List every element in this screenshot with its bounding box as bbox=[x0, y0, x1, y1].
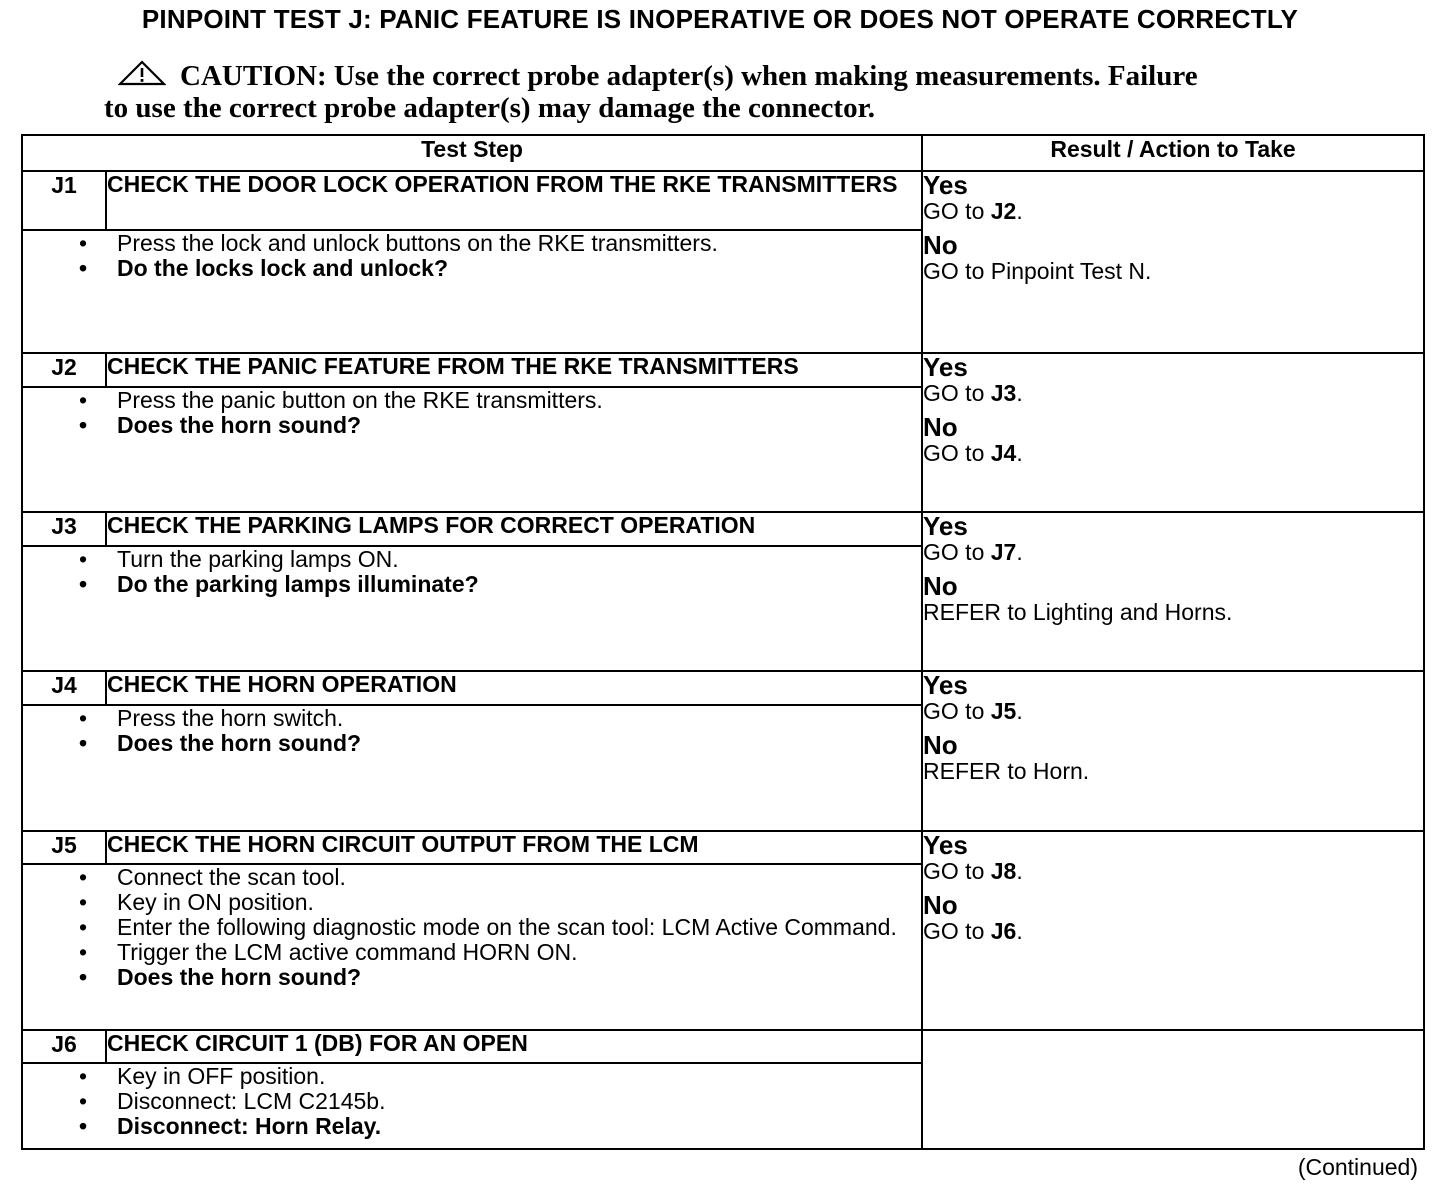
action-item: • Press the panic button on the RKE transmitters. bbox=[117, 388, 921, 413]
action-list bbox=[23, 547, 921, 597]
action-question: • Does the horn sound? bbox=[117, 731, 921, 756]
result-action bbox=[923, 381, 1423, 406]
caution-line-1 bbox=[104, 60, 1334, 92]
result-cell bbox=[922, 353, 1424, 512]
action-item: • Disconnect: LCM C2145b. bbox=[117, 1089, 921, 1114]
result-action-text: REFER to Horn. bbox=[923, 758, 1090, 785]
result-action-text: GO to bbox=[923, 380, 991, 407]
result-action bbox=[923, 859, 1423, 884]
result-action-text: REFER to Lighting and Horns. bbox=[923, 599, 1233, 626]
result-action bbox=[923, 441, 1423, 466]
result-label: Yes bbox=[923, 829, 968, 860]
result-action bbox=[923, 699, 1423, 724]
result-target-step: J8 bbox=[990, 857, 1017, 884]
result-action-text: GO to bbox=[923, 440, 991, 467]
step-actions bbox=[22, 230, 922, 354]
action-list bbox=[23, 706, 921, 756]
action-list bbox=[23, 1064, 921, 1139]
result-action-text: GO to bbox=[923, 198, 991, 224]
step-title: CHECK THE DOOR LOCK OPERATION FROM THE RKE TRANSMITTERS bbox=[106, 171, 922, 230]
step-title-row bbox=[22, 671, 1424, 705]
result-action-text: GO to bbox=[923, 857, 991, 884]
continued-note: (Continued) bbox=[1297, 1154, 1418, 1180]
result-action-text: GO to Pinpoint Test N. bbox=[923, 258, 1152, 284]
result-target-step: J2 bbox=[990, 198, 1017, 224]
step-title: CHECK THE PARKING LAMPS FOR CORRECT OPERATION bbox=[106, 512, 922, 546]
result-target-step: J7 bbox=[990, 539, 1017, 566]
result-label: Yes bbox=[923, 352, 968, 383]
step-title-row bbox=[22, 512, 1424, 546]
action-item: • Connect the scan tool. bbox=[117, 865, 921, 890]
action-question: • Does the horn sound? bbox=[117, 965, 921, 990]
action-list bbox=[23, 865, 921, 990]
step-title: CHECK THE PANIC FEATURE FROM THE RKE TRANSMITTERS bbox=[106, 353, 922, 387]
result-action-text: GO to bbox=[923, 698, 991, 725]
header-test-step: Test Step bbox=[22, 135, 922, 171]
result-label: No bbox=[923, 412, 958, 443]
action-list bbox=[23, 388, 921, 438]
result-block bbox=[923, 889, 1423, 944]
step-id: J2 bbox=[22, 353, 106, 387]
step-id: J4 bbox=[22, 671, 106, 705]
result-target-step: J4 bbox=[990, 440, 1017, 467]
action-question: • Do the parking lamps illuminate? bbox=[117, 572, 921, 597]
result-action-suffix: . bbox=[1016, 380, 1023, 407]
step-title-row bbox=[22, 171, 1424, 230]
result-label: No bbox=[923, 889, 958, 920]
result-action bbox=[923, 759, 1423, 784]
caution-notice bbox=[104, 60, 1334, 124]
action-question: • Disconnect: Horn Relay. bbox=[117, 1114, 921, 1139]
step-actions bbox=[22, 1063, 922, 1149]
action-item: • Turn the parking lamps ON. bbox=[117, 547, 921, 572]
warning-triangle-icon bbox=[118, 60, 166, 86]
action-item: • Press the lock and unlock buttons on the RKE transmitters. bbox=[117, 231, 921, 256]
result-target-step: J6 bbox=[990, 917, 1017, 944]
step-id: J3 bbox=[22, 512, 106, 546]
step-title-row bbox=[22, 831, 1424, 865]
result-action bbox=[923, 919, 1423, 944]
result-action bbox=[923, 600, 1423, 625]
result-target-step: J3 bbox=[990, 380, 1017, 407]
result-block bbox=[923, 732, 1423, 784]
result-action-text: GO to bbox=[923, 917, 991, 944]
result-cell bbox=[922, 671, 1424, 830]
action-item: • Trigger the LCM active command HORN ON. bbox=[117, 940, 921, 965]
step-actions bbox=[22, 705, 922, 831]
result-target-step: J5 bbox=[990, 698, 1017, 725]
result-cell bbox=[922, 1030, 1424, 1149]
result-action-text: GO to bbox=[923, 539, 991, 566]
result-label: Yes bbox=[923, 170, 968, 200]
step-title-row bbox=[22, 1030, 1424, 1064]
result-action bbox=[923, 540, 1423, 565]
result-action-suffix: . bbox=[1016, 857, 1023, 884]
result-block bbox=[923, 354, 1423, 406]
caution-text-1: CAUTION: Use the correct probe adapter(s) when making measurements. Failure bbox=[180, 60, 1198, 92]
result-block bbox=[923, 172, 1423, 224]
result-block bbox=[923, 573, 1423, 625]
step-id: J6 bbox=[22, 1030, 106, 1064]
result-block bbox=[923, 232, 1423, 284]
action-question: • Does the horn sound? bbox=[117, 413, 921, 438]
step-actions bbox=[22, 387, 922, 513]
step-title: CHECK THE HORN CIRCUIT OUTPUT FROM THE LCM bbox=[106, 831, 922, 865]
result-action-suffix: . bbox=[1016, 198, 1023, 224]
result-action-suffix: . bbox=[1016, 539, 1023, 566]
pinpoint-test-table bbox=[21, 134, 1425, 1150]
result-block bbox=[923, 414, 1423, 466]
page-title: PINPOINT TEST J: PANIC FEATURE IS INOPERATIVE OR DOES NOT OPERATE CORRECTLY bbox=[141, 4, 1299, 34]
result-block bbox=[923, 829, 1423, 884]
result-block bbox=[923, 513, 1423, 565]
action-item: • Press the horn switch. bbox=[117, 706, 921, 731]
action-list bbox=[23, 231, 921, 281]
result-cell bbox=[922, 171, 1424, 353]
result-action bbox=[923, 199, 1423, 224]
caution-text-2: to use the correct probe adapter(s) may damage the connector. bbox=[104, 92, 876, 124]
result-cell bbox=[922, 512, 1424, 671]
action-item: • Enter the following diagnostic mode on the scan tool: LCM Active Command. bbox=[117, 915, 921, 940]
result-action-suffix: . bbox=[1016, 698, 1023, 725]
step-id: J5 bbox=[22, 831, 106, 865]
step-title: CHECK THE HORN OPERATION bbox=[106, 671, 922, 705]
result-label: Yes bbox=[923, 511, 968, 542]
action-question: • Do the locks lock and unlock? bbox=[117, 256, 921, 281]
action-item: • Key in OFF position. bbox=[117, 1064, 921, 1089]
step-actions bbox=[22, 546, 922, 672]
result-block bbox=[923, 672, 1423, 724]
result-action bbox=[923, 259, 1423, 284]
step-id: J1 bbox=[22, 171, 106, 230]
action-item: • Key in ON position. bbox=[117, 890, 921, 915]
step-title: CHECK CIRCUIT 1 (DB) FOR AN OPEN bbox=[106, 1030, 922, 1064]
result-label: Yes bbox=[923, 670, 968, 701]
result-label: No bbox=[923, 571, 958, 602]
header-result-action: Result / Action to Take bbox=[922, 135, 1424, 171]
result-label: No bbox=[923, 730, 958, 761]
result-label: No bbox=[923, 230, 958, 260]
result-action-suffix: . bbox=[1016, 440, 1023, 467]
step-actions bbox=[22, 864, 922, 1029]
result-cell bbox=[922, 831, 1424, 1030]
step-title-row bbox=[22, 353, 1424, 387]
result-action-suffix: . bbox=[1016, 917, 1023, 944]
